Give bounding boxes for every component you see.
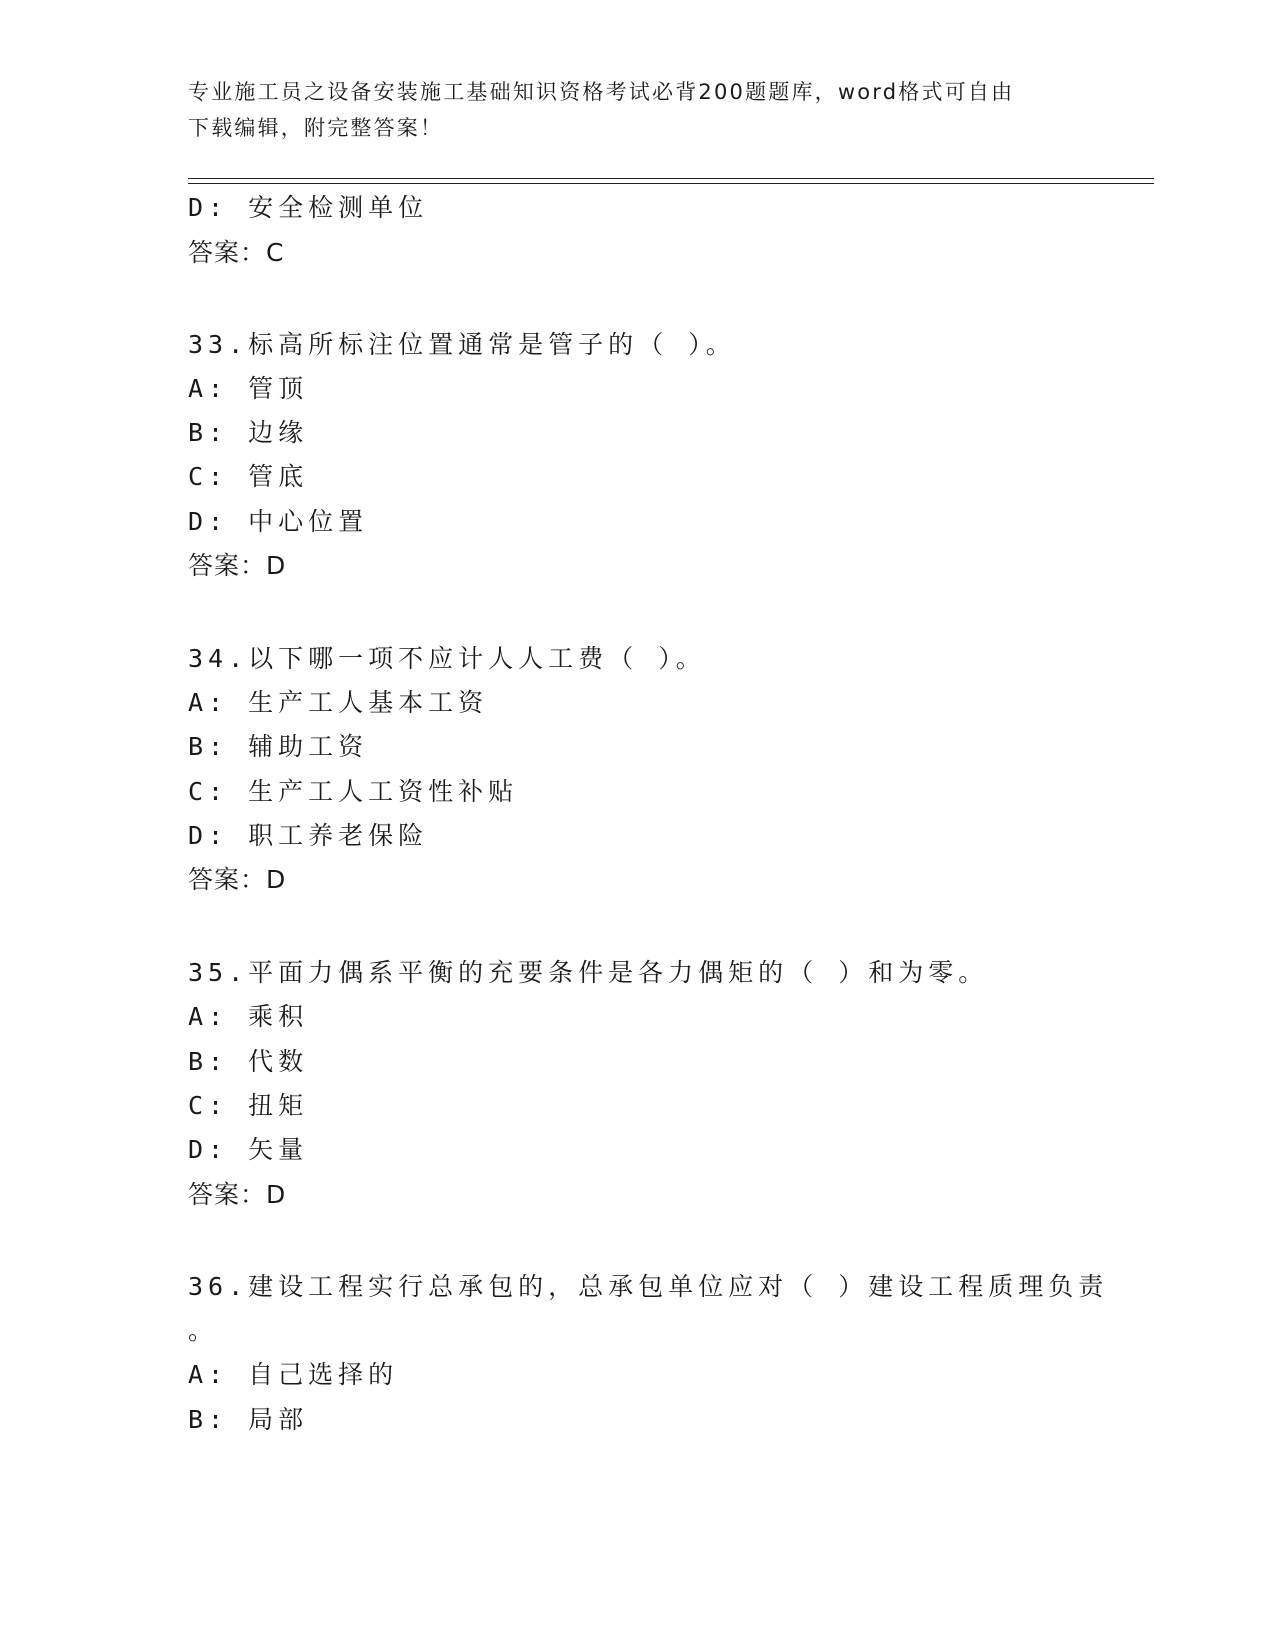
q35-option-b: B: 代数 <box>188 1047 309 1076</box>
q35-option-c: C: 扭矩 <box>188 1091 309 1120</box>
q32-option-d: D: 安全检测单位 <box>188 193 429 222</box>
q33-option-a: A: 管顶 <box>188 374 309 403</box>
header-line-2: 下载编辑，附完整答案！ <box>188 116 444 140</box>
q36-question-line-1: 36.建设工程实行总承包的，总承包单位应对（ ）建设工程质理负责 <box>188 1272 1109 1301</box>
document-header <box>188 74 1088 146</box>
q34-option-b: B: 辅助工资 <box>188 732 369 761</box>
header-line-1: 专业施工员之设备安装施工基础知识资格考试必背200题题库，word格式可自由 <box>188 80 1015 104</box>
q34-answer: 答案：D <box>188 865 287 894</box>
q34-option-c: C: 生产工人工资性补贴 <box>188 777 519 806</box>
q34-option-d: D: 职工养老保险 <box>188 821 429 850</box>
q36-option-b: B: 局部 <box>188 1405 309 1434</box>
q35-answer: 答案：D <box>188 1180 287 1209</box>
q33-option-b: B: 边缘 <box>188 418 309 447</box>
q33-option-d: D: 中心位置 <box>188 507 369 536</box>
q35-option-d: D: 矢量 <box>188 1135 309 1164</box>
q34-option-a: A: 生产工人基本工资 <box>188 688 489 717</box>
q33-option-c: C: 管底 <box>188 462 309 491</box>
q36-option-a: A: 自己选择的 <box>188 1360 399 1389</box>
header-rule-bottom <box>188 183 1154 184</box>
q36-question-line-2: 。 <box>188 1316 219 1345</box>
q35-option-a: A: 乘积 <box>188 1002 309 1031</box>
header-rule-top <box>188 178 1154 179</box>
q33-question: 33.标高所标注位置通常是管子的（ ）。 <box>188 330 736 359</box>
q32-answer: 答案：C <box>188 238 285 267</box>
q35-question: 35.平面力偶系平衡的充要条件是各力偶矩的（ ）和为零。 <box>188 958 989 987</box>
q34-question: 34.以下哪一项不应计人人工费（ ）。 <box>188 644 706 673</box>
q33-answer: 答案：D <box>188 551 287 580</box>
